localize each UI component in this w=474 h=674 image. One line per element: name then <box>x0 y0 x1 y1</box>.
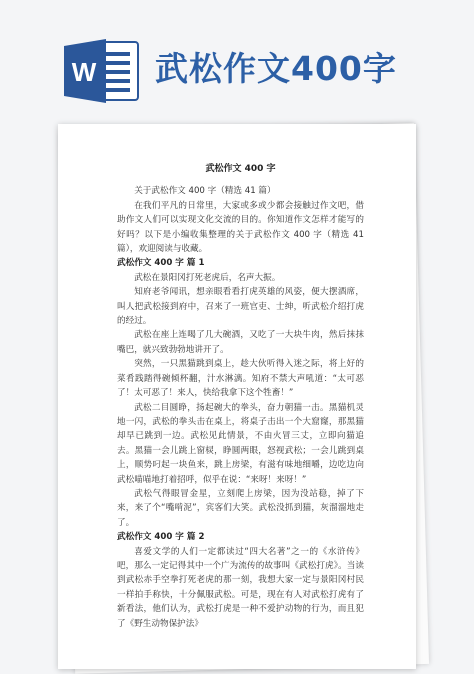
document-title: 武松作文 400 字 <box>205 164 276 174</box>
document-subtitle: 关于武松作文 400 字（精选 41 篇） <box>134 186 276 197</box>
paragraph: 喜爱文学的人们一定都读过“四大名著”之一的《水浒传》吧，那么一定记得其中一个广为流传的故事叫《武松打虎》。当读到武松赤手空拳打死老虎的那一刻，我想大家一定与景阳冈村民一样拍手称快，十分佩服武松。可是，现在有人对武松打虎有了新看法，他们认为，武松打虎是一种不爱护动物的行为，而且犯了《野生动物保护法》 <box>117 546 364 629</box>
header-banner <box>0 0 474 135</box>
paragraph: 突然，一只黑猫跳到桌上，趁大伙听得入迷之际，将上好的菜肴践踏得碗倾杯翻，汁水淋漓。知府不禁大声吼道：“太可恶了！太可恶了！来人，快给我拿下这个牲畜！” <box>117 359 364 399</box>
paragraph: 武松在座上连喝了几大碗酒，又吃了一大块牛肉，然后抹抹嘴巴，就兴致勃勃地讲开了。 <box>117 330 364 355</box>
section-heading-2: 武松作文 400 字 篇 2 <box>117 532 205 543</box>
word-icon-letter: W <box>71 57 97 87</box>
document-body <box>117 162 364 631</box>
paragraph: 武松二目圆睁，扬起碗大的拳头，奋力朝猫一击。黑猫机灵地一闪，武松的拳头击在桌上，将桌子击出一个大窟窿，那黑猫却早已跳到一边。武松见此情景，不由火冒三丈，立即向猫追去。黑猫一会儿跳上窗棂，睁圆两眼，怒视武松；一会儿跳到桌上，顺势叼起一块鱼来，跳上房梁，有滋有味地细嚼，边吃边向武松喵喵地打着招呼，似乎在说：“来呀！来呀！” <box>117 402 364 485</box>
banner-title: 武松作文400字 <box>155 49 397 88</box>
document-page <box>58 124 416 669</box>
section-heading-1: 武松作文 400 字 篇 1 <box>117 258 205 269</box>
paragraph: 知府老爷闻讯，想亲眼看看打虎英雄的风姿，便大摆酒席，叫人把武松接到府中，召来了一班官吏、士绅，听武松介绍打虎的经过。 <box>117 287 364 327</box>
paragraph: 武松在景阳冈打死老虎后，名声大振。 <box>134 272 281 283</box>
paragraph: 武松气得眼冒金星，立刻爬上房梁，因为没站稳，掉了下来，来了个“嘴啃泥”，宾客们大笑。武松没抓到猫，灰溜溜地走了。 <box>117 488 364 528</box>
intro-paragraph: 在我们平凡的日常里，大家或多或少都会接触过作文吧，借助作文人们可以实现文化交流的目的。你知道作文怎样才能写的好吗？以下是小编收集整理的关于武松作文 400 字（精选 41 篇），欢迎阅读与收藏。 <box>117 200 364 255</box>
word-document-icon <box>62 38 140 104</box>
